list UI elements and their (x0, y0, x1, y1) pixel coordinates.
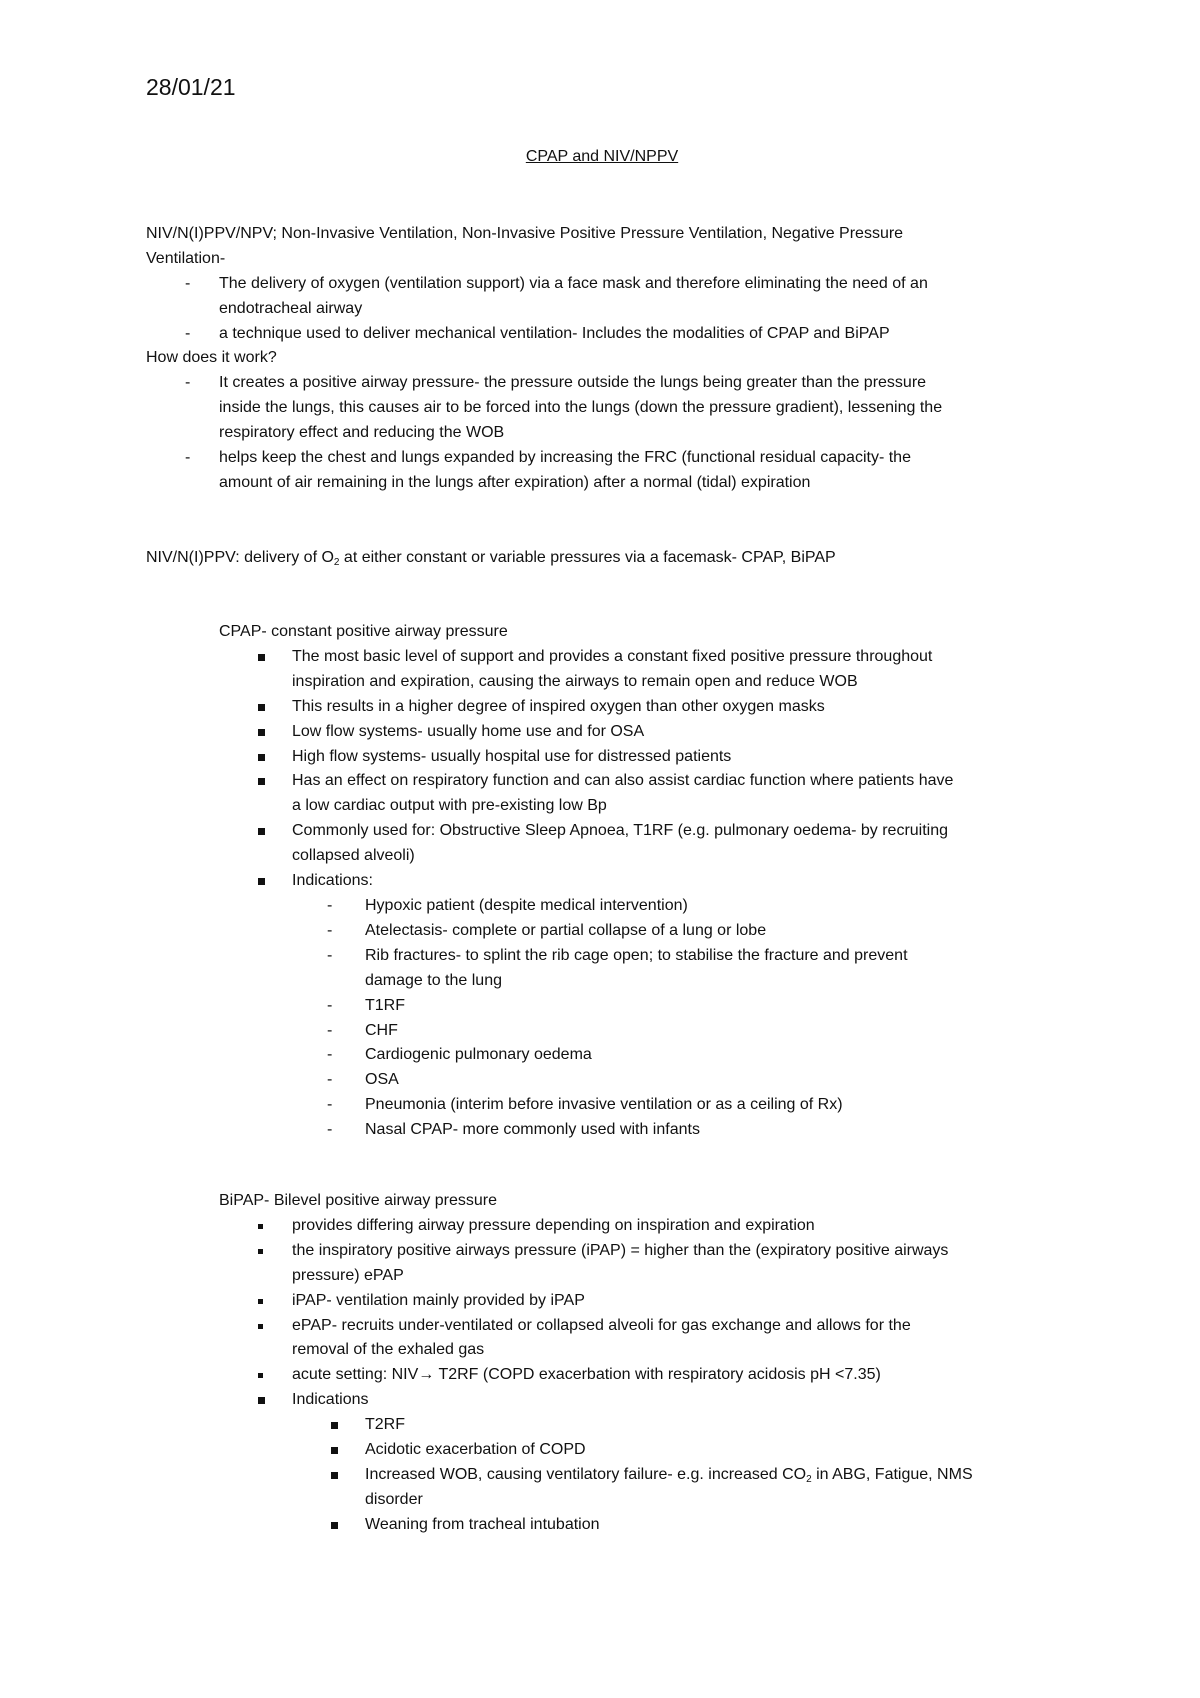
list-item: ePAP- recruits under-ventilated or collapsed alveoli for gas exchange and allows for the removal of the exhaled gas (292, 1314, 1079, 1364)
section-cpap (219, 620, 1079, 1143)
list-item: - helps keep the chest and lungs expanded by increasing the FRC (functional residual capacity- the amount of air remaining in the lungs after expiration) after a normal (tidal) expiration (219, 446, 1076, 496)
list-item: - OSA (365, 1068, 1079, 1093)
cpap-heading: CPAP- constant positive airway pressure (219, 623, 508, 640)
list-item: - Pneumonia (interim before invasive ventilation or as a ceiling of Rx) (365, 1093, 1079, 1118)
list-item: Low flow systems- usually home use and for OSA (292, 720, 1079, 745)
section-bipap (219, 1189, 1079, 1538)
definition-bullet-list (146, 272, 1076, 347)
list-item: Indications (292, 1388, 1079, 1413)
bipap-indications-list (292, 1413, 1079, 1538)
list-item: iPAP- ventilation mainly provided by iPAP (292, 1289, 1079, 1314)
list-item: The most basic level of support and provides a constant fixed positive pressure throughout inspiration and expiration, causing the airways to remain open and reduce WOB (292, 645, 1079, 695)
list-item: - It creates a positive airway pressure- the pressure outside the lungs being greater than the pressure inside the lungs, this causes air to be forced into the lungs (down the pressure gradient), lessening the respiratory effect and reducing the WOB (219, 371, 1076, 446)
list-item: - Nasal CPAP- more commonly used with infants (365, 1118, 1079, 1143)
list-item: Commonly used for: Obstructive Sleep Apnoea, T1RF (e.g. pulmonary oedema- by recruiting collapsed alveoli) (292, 819, 1079, 869)
list-item: T2RF (365, 1413, 1079, 1438)
cpap-bullet-list (219, 645, 1079, 1143)
section-how-it-works-heading: How does it work? (146, 349, 277, 366)
list-item: - Rib fractures- to splint the rib cage open; to stabilise the fracture and prevent damage to the lung (365, 944, 1079, 994)
list-item: - The delivery of oxygen (ventilation support) via a face mask and therefore eliminating the need of an endotracheal airway (219, 272, 1076, 322)
cpap-indications-list (292, 894, 1079, 1143)
list-item: - T1RF (365, 994, 1079, 1019)
list-item: This results in a higher degree of inspired oxygen than other oxygen masks (292, 695, 1079, 720)
section-definition (146, 222, 1076, 347)
list-item: High flow systems- usually hospital use for distressed patients (292, 745, 1079, 770)
list-item: - a technique used to deliver mechanical ventilation- Includes the modalities of CPAP and BiPAP (219, 322, 1076, 347)
list-item: Indications: (292, 869, 1079, 894)
list-item: - Atelectasis- complete or partial collapse of a lung or lobe (365, 919, 1079, 944)
section-definition-heading: NIV/N(I)PPV/NPV; Non-Invasive Ventilation, Non-Invasive Positive Pressure Ventilation, Negative Pressure Ventilation- (146, 225, 904, 267)
bipap-bullet-list (219, 1214, 1079, 1538)
bipap-heading: BiPAP- Bilevel positive airway pressure (219, 1192, 498, 1209)
section-how-it-works (146, 346, 1076, 495)
list-item: Weaning from tracheal intubation (365, 1513, 1079, 1538)
list-item: Has an effect on respiratory function and can also assist cardiac function where patients have a low cardiac output with pre-existing low Bp (292, 769, 1079, 819)
list-item: the inspiratory positive airways pressure (iPAP) = higher than the (expiratory positive airways pressure) ePAP (292, 1239, 1079, 1289)
list-item: provides differing airway pressure depending on inspiration and expiration (292, 1214, 1079, 1239)
list-item: acute setting: NIV→ T2RF (COPD exacerbation with respiratory acidosis pH <7.35) (292, 1363, 1079, 1388)
list-item: - CHF (365, 1019, 1079, 1044)
list-item: - Cardiogenic pulmonary oedema (365, 1043, 1079, 1068)
list-item: - Hypoxic patient (despite medical intervention) (365, 894, 1079, 919)
how-it-works-bullet-list (146, 371, 1076, 496)
summary-line: NIV/N(I)PPV: delivery of $O_2$ at either constant or variable pressures via a facemask- CPAP, BiPAP (146, 549, 836, 568)
document-title: CPAP and NIV/NPPV (525, 148, 679, 165)
document-date: 28/01/21 (146, 74, 236, 100)
list-item: Increased WOB, causing ventilatory failure- e.g. increased $CO_2$ in ABG, Fatigue, NMS disorder (365, 1463, 1079, 1513)
list-item: Acidotic exacerbation of COPD (365, 1438, 1079, 1463)
